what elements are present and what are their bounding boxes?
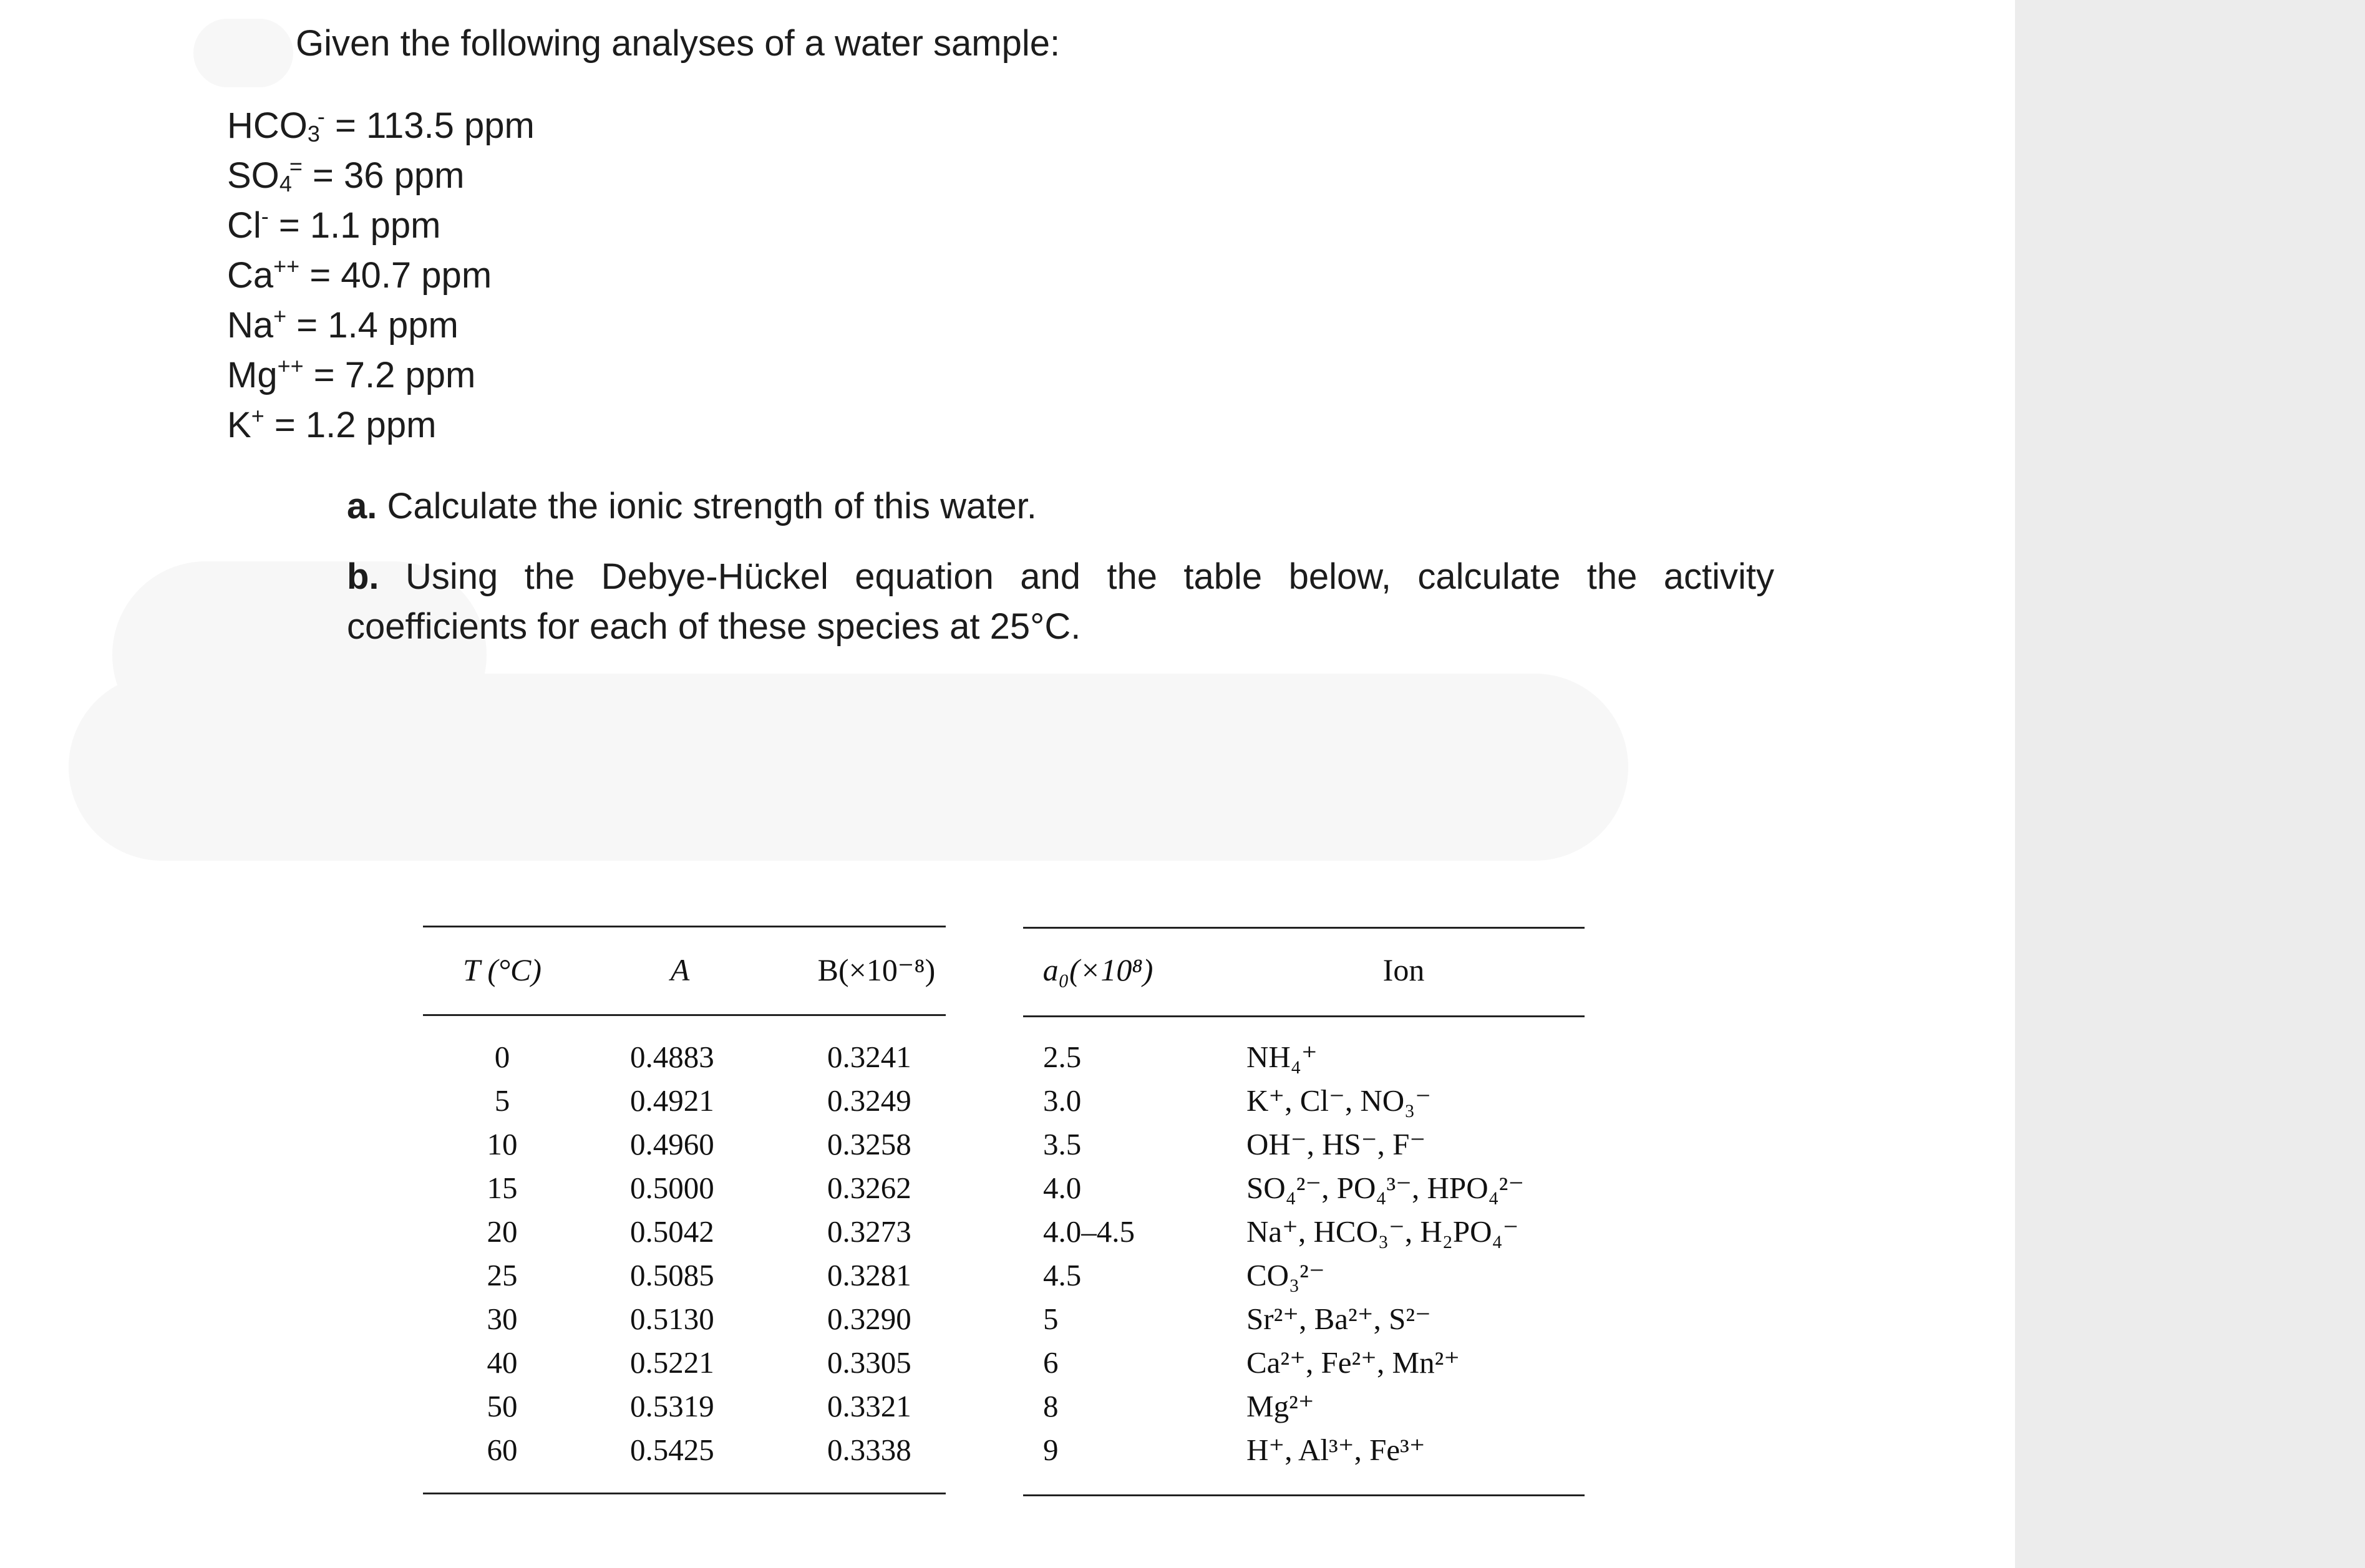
b-value-cell: 0.3262 xyxy=(827,1171,911,1205)
a-value-cell: 0.5221 xyxy=(630,1345,714,1380)
analysis-value: = 7.2 ppm xyxy=(303,355,476,395)
analysis-row xyxy=(227,291,535,346)
question-a-text: Calculate the ionic strength of this water. xyxy=(377,486,1037,526)
analysis-value: = 1.1 ppm xyxy=(268,205,441,246)
analysis-row xyxy=(227,341,535,395)
temperature-cell: 60 xyxy=(487,1433,518,1467)
question-b-text: Using the Debye-Hückel equation and the table below, calculate the activity coefficients for each of these species at 25°C. xyxy=(347,556,1774,647)
a-value-cell: 0.4883 xyxy=(630,1040,714,1074)
ion-cell: Na⁺, HCO₃⁻, H₂PO₄⁻ xyxy=(1246,1214,1519,1249)
analysis-ion: HCO xyxy=(227,105,308,146)
ion-cell: OH⁻, HS⁻, F⁻ xyxy=(1246,1127,1426,1161)
temperature-cell: 5 xyxy=(494,1083,510,1118)
a-value-cell: 0.5085 xyxy=(630,1258,714,1292)
ion-cell: Ca²⁺, Fe²⁺, Mn²⁺ xyxy=(1246,1345,1460,1380)
right-gray-panel xyxy=(2015,0,2365,1568)
a-value-cell: 0.5425 xyxy=(630,1433,714,1467)
ion-cell: H⁺, Al³⁺, Fe³⁺ xyxy=(1246,1433,1425,1467)
analysis-charge: ++ xyxy=(277,353,304,379)
temperature-cell: 15 xyxy=(487,1171,518,1205)
a-value-cell: 0.4960 xyxy=(630,1127,714,1161)
ion-cell: K⁺, Cl⁻, NO₃⁻ xyxy=(1246,1083,1432,1118)
analysis-charge: ++ xyxy=(273,253,300,279)
ion-cell: Sr²⁺, Ba²⁺, S²⁻ xyxy=(1246,1302,1431,1336)
header-a0: a₀(×10⁸) xyxy=(1042,952,1153,987)
table-bottom-rule xyxy=(1023,1494,1585,1496)
analysis-value: = 113.5 ppm xyxy=(324,105,535,146)
table-header-rule xyxy=(423,1014,946,1016)
a0-value-cell: 3.5 xyxy=(1043,1127,1082,1161)
analysis-row xyxy=(227,241,535,296)
temperature-cell: 0 xyxy=(494,1040,510,1074)
header-a: A xyxy=(670,952,690,987)
analyses-list xyxy=(227,92,535,445)
table-header-rule xyxy=(1023,1015,1585,1017)
a0-value-cell: 2.5 xyxy=(1043,1040,1082,1074)
a0-value-cell: 4.5 xyxy=(1043,1258,1082,1292)
analysis-row xyxy=(227,391,535,445)
b-value-cell: 0.3290 xyxy=(827,1302,911,1336)
a-value-cell: 0.4921 xyxy=(630,1083,714,1118)
header-ion: Ion xyxy=(1382,952,1425,987)
b-value-cell: 0.3258 xyxy=(827,1127,911,1161)
header-b: B(×10⁻⁸) xyxy=(817,952,936,987)
temperature-cell: 30 xyxy=(487,1302,518,1336)
analysis-charge: + xyxy=(251,403,265,428)
temperature-cell: 40 xyxy=(487,1345,518,1380)
analysis-row xyxy=(227,92,535,147)
a0-value-cell: 8 xyxy=(1043,1389,1059,1423)
column-a0 xyxy=(1043,1035,1193,1472)
analysis-charge: = xyxy=(289,153,303,179)
analysis-ion: Ca xyxy=(227,255,274,296)
analysis-charge: - xyxy=(317,104,325,129)
b-value-cell: 0.3241 xyxy=(827,1040,911,1074)
analysis-row xyxy=(227,191,535,246)
analysis-subscript: 4 xyxy=(279,171,292,196)
b-value-cell: 0.3273 xyxy=(827,1214,911,1249)
analysis-charge: - xyxy=(261,203,269,229)
table-bottom-rule xyxy=(423,1493,946,1494)
a0-value-cell: 4.0–4.5 xyxy=(1043,1214,1135,1249)
column-temperature xyxy=(462,1035,543,1472)
question-b-label: b. xyxy=(347,556,379,597)
a0-value-cell: 6 xyxy=(1043,1345,1059,1380)
column-a xyxy=(630,1035,755,1472)
intro-text: Given the following analyses of a water sample: xyxy=(296,23,1061,64)
b-value-cell: 0.3321 xyxy=(827,1389,911,1423)
temperature-cell: 25 xyxy=(487,1258,518,1292)
question-a xyxy=(347,482,1037,531)
a0-value-cell: 9 xyxy=(1043,1433,1059,1467)
analysis-value: = 36 ppm xyxy=(302,155,465,196)
b-value-cell: 0.3338 xyxy=(827,1433,911,1467)
a-value-cell: 0.5042 xyxy=(630,1214,714,1249)
question-b xyxy=(347,552,1774,652)
a-value-cell: 0.5319 xyxy=(630,1389,714,1423)
temperature-cell: 50 xyxy=(487,1389,518,1423)
column-b xyxy=(827,1035,952,1472)
header-temperature: T (°C) xyxy=(462,952,542,987)
analysis-row xyxy=(227,142,535,196)
question-a-label: a. xyxy=(347,486,377,526)
ion-cell: Mg²⁺ xyxy=(1246,1389,1314,1423)
ion-cell: CO₃²⁻ xyxy=(1246,1258,1325,1292)
background-smudge xyxy=(193,19,293,87)
analysis-value: = 40.7 ppm xyxy=(299,255,492,296)
a-value-cell: 0.5130 xyxy=(630,1302,714,1336)
analysis-ion: Mg xyxy=(227,355,278,395)
table-top-rule xyxy=(1023,927,1585,929)
temperature-cell: 10 xyxy=(487,1127,518,1161)
a0-value-cell: 3.0 xyxy=(1043,1083,1082,1118)
a-value-cell: 0.5000 xyxy=(630,1171,714,1205)
temperature-cell: 20 xyxy=(487,1214,518,1249)
b-value-cell: 0.3249 xyxy=(827,1083,911,1118)
analysis-value: = 1.2 ppm xyxy=(264,405,437,445)
ion-cell: SO₄²⁻, PO₄³⁻, HPO₄²⁻ xyxy=(1246,1171,1525,1205)
column-ion xyxy=(1246,1035,1596,1472)
analysis-ion: SO xyxy=(227,155,279,196)
analysis-ion: Na xyxy=(227,305,274,346)
analysis-ion: Cl xyxy=(227,205,261,246)
ion-cell: NH₄⁺ xyxy=(1246,1040,1318,1074)
a0-value-cell: 5 xyxy=(1043,1302,1059,1336)
a0-value-cell: 4.0 xyxy=(1043,1171,1082,1205)
analysis-charge: + xyxy=(273,303,287,329)
b-value-cell: 0.3305 xyxy=(827,1345,911,1380)
analysis-subscript: 3 xyxy=(307,121,320,147)
analysis-value: = 1.4 ppm xyxy=(286,305,459,346)
b-value-cell: 0.3281 xyxy=(827,1258,911,1292)
table-top-rule xyxy=(423,926,946,927)
analysis-ion: K xyxy=(227,405,251,445)
